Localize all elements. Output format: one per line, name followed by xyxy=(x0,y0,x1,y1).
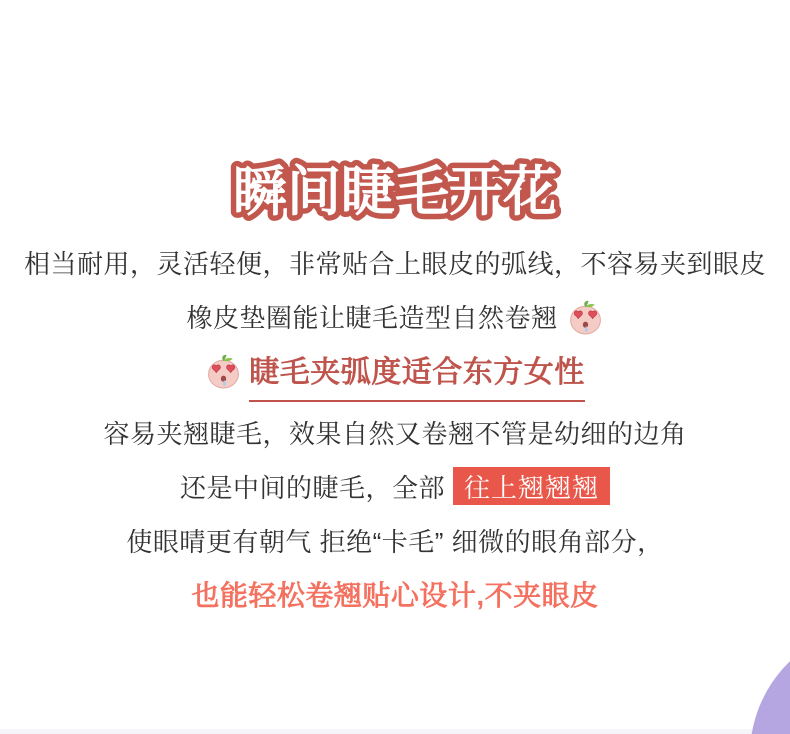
page-title-art xyxy=(165,152,625,232)
peach-heart-eyes-emoji xyxy=(567,298,604,335)
line6-text: 使眼晴更有朝气 拒绝“卡毛” 细微的眼角部分， xyxy=(126,526,664,557)
text-line-2 xyxy=(0,289,790,343)
line7-red-text: 也能轻松卷翘贴心设计,不夹眼皮 xyxy=(191,580,599,611)
line1-text: 相当耐用，灵活轻便，非常贴合上眼皮的弧线，不容易夹到眼皮 xyxy=(23,248,766,279)
text-line-1 xyxy=(0,235,790,289)
section-heading: 睫毛夹弧度适合东方女性 xyxy=(249,347,585,402)
text-line-6 xyxy=(0,513,790,567)
bottom-strip xyxy=(0,729,790,734)
text-line-5 xyxy=(0,459,790,513)
page-title: 瞬间睫毛开花 xyxy=(233,162,557,222)
line4-text: 容易夹翘睫毛，效果自然又卷翘不管是幼细的边角 xyxy=(103,418,687,449)
line5-prefix-text: 还是中间的睫毛，全部 xyxy=(179,472,445,503)
text-line-7 xyxy=(0,567,790,621)
line2-text: 橡皮垫圈能让睫毛造型自然卷翘 xyxy=(186,302,558,333)
decorative-purple-circle xyxy=(750,625,790,734)
highlight-badge: 往上翘翘翘 xyxy=(453,467,610,505)
text-line-4 xyxy=(0,405,790,459)
peach-heart-eyes-emoji xyxy=(205,352,242,389)
heading-row xyxy=(0,343,790,405)
